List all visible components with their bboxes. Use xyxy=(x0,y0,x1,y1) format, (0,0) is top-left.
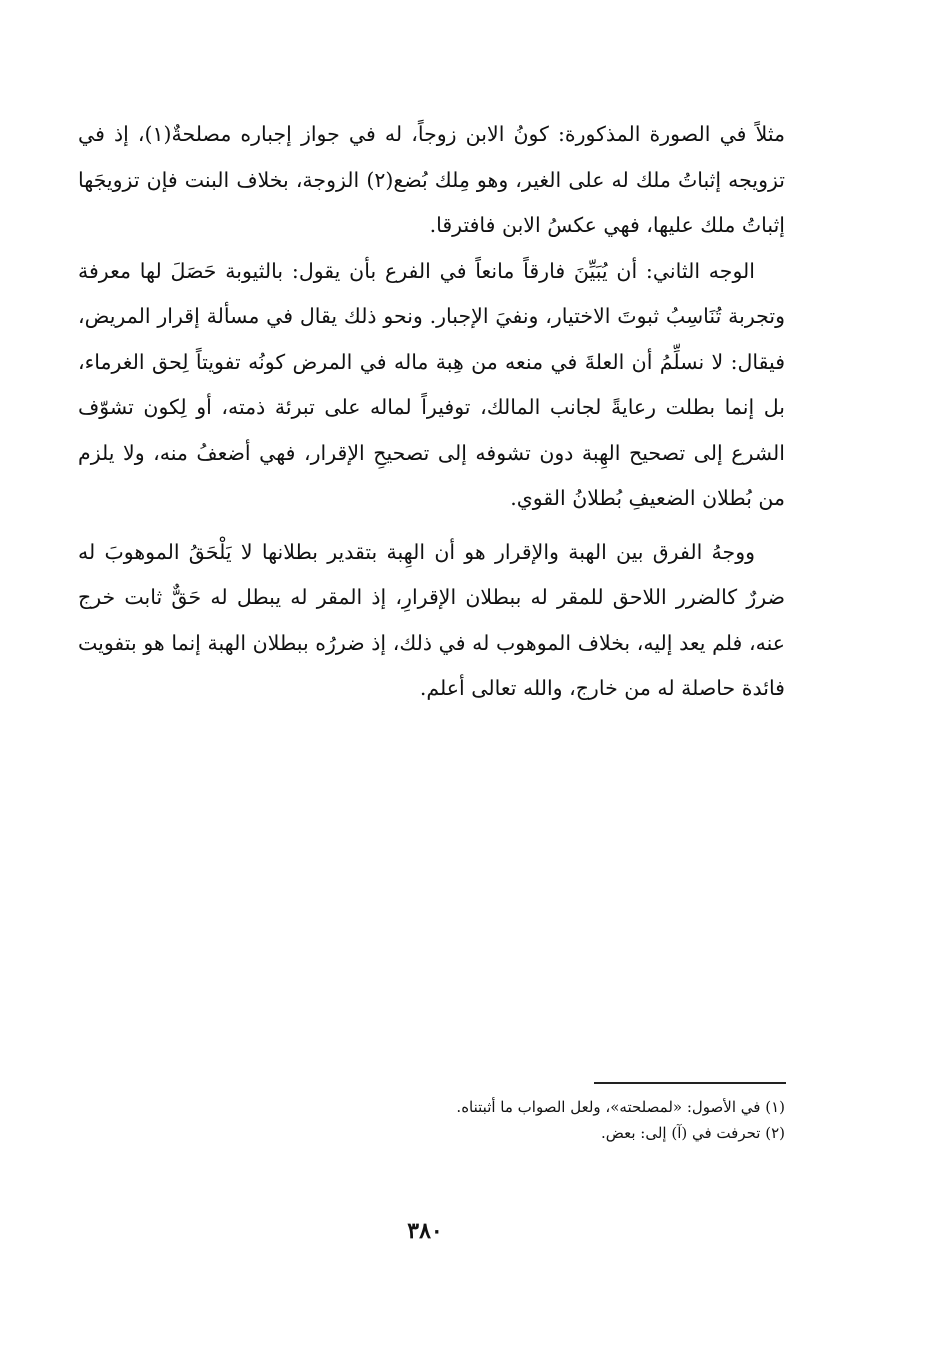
page-number: ٣٨٠ xyxy=(407,1218,443,1244)
main-text xyxy=(78,112,785,712)
footnotes xyxy=(380,1094,785,1146)
paragraph-1: مثلاً في الصورة المذكورة: كونُ الابن زوجاً، له في جواز إجباره مصلحةٌ(١)، إذ في تزويجه إثباتُ ملك له على الغير، وهو مِلك بُضع(٢) الزوجة، بخلاف البنت فإن تزويجَها إثباتُ ملك عليها، فهي عكسُ الابن فافترقا. xyxy=(78,122,785,237)
footnote-1: (١) في الأصول: «لمصلحته»، ولعل الصواب ما أثبتناه. xyxy=(456,1098,785,1116)
paragraph-3: ووجهُ الفرق بين الهبة والإقرار هو أن الهِبة بتقدير بطلانها لا يَلْحَقُ الموهوبَ له ضررٌ كالضرر اللاحق للمقر له ببطلان الإقرارِ، إذ المقر له يبطل له حَقٌّ ثابت خرج عنه، فلم يعد إليه، بخلاف الموهوب له في ذلك، إذ ضررُه ببطلان الهبة إنما هو بتفويت فائدة حاصلة له من خارج، والله تعالى أعلم. xyxy=(78,539,785,700)
footnote-2: (٢) تحرفت في (آ) إلى: بعض. xyxy=(600,1124,785,1142)
footnote-separator xyxy=(594,1082,786,1084)
paragraph-2: الوجه الثاني: أن يُبَيِّنَ فارقاً مانعاً في الفرع بأن يقول: بالثيوبة حَصَلَ لها معرفة وتجربة تُنَاسِبُ ثبوتَ الاختيار، ونفيَ الإجبار. ونحو ذلك يقال في مسألة إقرار المريض، فيقال: لا نسلِّمُ أن العلةَ في منعه من هِبة ماله في المرض كونُه تفويتاً لِحق الغرماء، بل إنما بطلت رعايةً لجانب المالك، توفيراً لماله على تبرئة ذمته، أو لِكون تشوّف الشرع إلى تصحيح الهِبة دون تشوفه إلى تصحيحِ الإقرار، فهي أضعفُ منه، ولا يلزم من بُطلان الضعيفِ بُطلانُ القوي. xyxy=(78,258,785,510)
